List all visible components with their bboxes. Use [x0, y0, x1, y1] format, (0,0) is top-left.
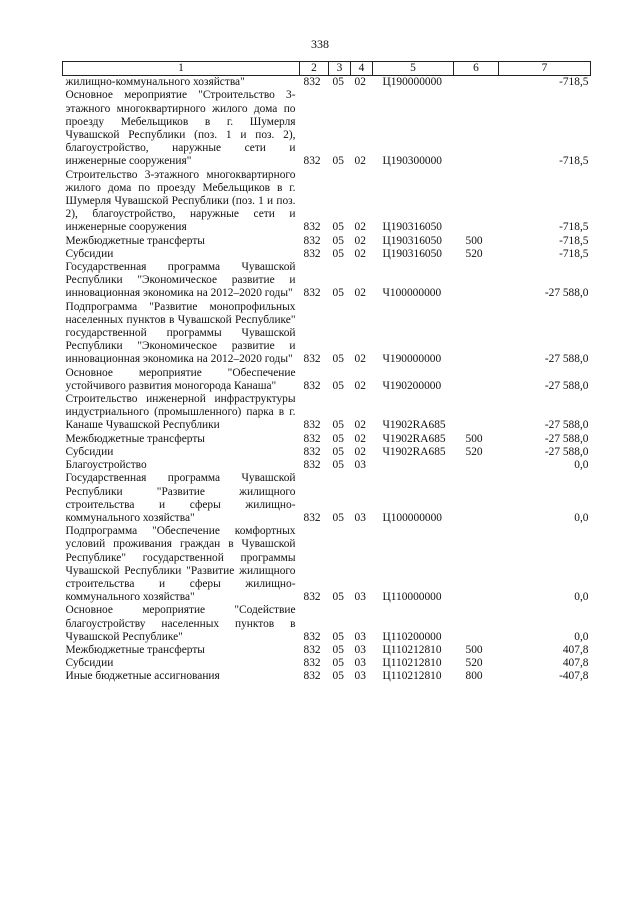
table-row [63, 367, 591, 393]
section-code-cell: 05 [332, 657, 344, 670]
expense-type-cell: 500 [465, 432, 483, 445]
ministry-code-cell: 832 [303, 234, 321, 247]
row-name-cell: Подпрограмма "Развитие монопрофильных населенных пунктов в Чувашской Республике" государственной программы Чувашской Республики "Экономическое развитие и инновационная экономика на 2012–2020 годы" [65, 300, 296, 366]
ministry-code-cell: 832 [303, 353, 321, 366]
ministry-code-cell: 832 [303, 511, 321, 524]
column-header: 1 [63, 62, 300, 76]
amount-cell: -27 588,0 [544, 419, 589, 432]
subsection-code-cell: 03 [354, 591, 366, 604]
ministry-code-cell: 832 [303, 630, 321, 643]
table-row [63, 301, 591, 367]
row-name-cell: Основное мероприятие "Содействие благоустройству населенных пунктов в Чувашской Республике" [65, 604, 296, 643]
ministry-code-cell: 832 [303, 419, 321, 432]
table-header-row [63, 62, 591, 76]
subsection-code-cell: 03 [354, 630, 366, 643]
section-code-cell: 05 [332, 155, 344, 168]
expense-type-cell [454, 393, 499, 433]
expense-type-cell: 800 [465, 670, 483, 683]
subsection-code-cell: 03 [354, 657, 366, 670]
section-code-cell: 05 [332, 432, 344, 445]
subsection-code-cell: 02 [354, 234, 366, 247]
ministry-code-cell: 832 [303, 221, 321, 234]
ministry-code-cell: 832 [303, 459, 321, 472]
target-article-cell: Ц190316050 [382, 221, 442, 234]
column-header: 3 [329, 62, 351, 76]
table-row [63, 459, 591, 472]
amount-cell: -407,8 [559, 670, 589, 683]
row-name-cell: Субсидии [65, 247, 114, 260]
target-article-cell: Ц110212810 [382, 670, 442, 683]
subsection-code-cell: 02 [354, 353, 366, 366]
expense-type-cell [454, 472, 499, 525]
row-name-cell: Иные бюджетные ассигнования [65, 670, 220, 683]
table-row [63, 525, 591, 604]
subsection-code-cell: 02 [354, 379, 366, 392]
expense-type-cell [454, 169, 499, 235]
expense-type-cell [454, 604, 499, 644]
target-article-cell: Ц190000000 [382, 76, 442, 89]
row-name-cell: Межбюджетные трансферты [65, 234, 205, 247]
subsection-code-cell: 03 [354, 643, 366, 656]
subsection-code-cell: 03 [354, 670, 366, 683]
subsection-code-cell: 02 [354, 155, 366, 168]
table-row [63, 248, 591, 261]
row-name-cell: Межбюджетные трансферты [65, 432, 205, 445]
row-name-cell: Межбюджетные трансферты [65, 643, 205, 656]
column-header: 7 [499, 62, 591, 76]
table-row [63, 393, 591, 433]
target-article-cell: Ч1902RA685 [382, 445, 446, 458]
subsection-code-cell: 02 [354, 445, 366, 458]
row-name-cell: Строительство инженерной инфраструктуры индустриального (промышленного) парка в г. Канаше Чувашской Республики [65, 393, 296, 432]
row-name-cell: жилищно-коммунального хозяйства" [65, 76, 245, 89]
target-article-cell: Ч190200000 [382, 379, 442, 392]
ministry-code-cell: 832 [303, 445, 321, 458]
section-code-cell: 05 [332, 221, 344, 234]
target-article-cell: Ц110200000 [382, 630, 442, 643]
amount-cell: 0,0 [574, 591, 589, 604]
target-article-cell: Ц190300000 [382, 155, 442, 168]
expense-type-cell: 520 [465, 657, 483, 670]
row-name-cell: Благоустройство [65, 459, 147, 472]
expense-type-cell [454, 367, 499, 393]
expense-type-cell [454, 76, 499, 90]
ministry-code-cell: 832 [303, 432, 321, 445]
column-header: 2 [300, 62, 329, 76]
target-article-cell: Ц190316050 [382, 234, 442, 247]
row-name-cell: Основное мероприятие "Строительство 3-этажного многоквартирного жилого дома по проезду Мебельщиков в г. Шумерля Чувашской Республики (поз. 1 и поз. 2), благоустройство, наружные сети и инженерные сооружения" [65, 89, 296, 168]
budget-table [62, 61, 591, 684]
expense-type-cell [454, 459, 499, 472]
row-name-cell: Субсидии [65, 657, 114, 670]
amount-cell: 0,0 [574, 630, 589, 643]
subsection-code-cell: 02 [354, 287, 366, 300]
section-code-cell: 05 [332, 287, 344, 300]
target-article-cell: Ц190316050 [382, 247, 442, 260]
section-code-cell: 05 [332, 234, 344, 247]
subsection-code-cell: 03 [354, 459, 366, 472]
ministry-code-cell: 832 [303, 670, 321, 683]
section-code-cell: 05 [332, 379, 344, 392]
column-header: 4 [351, 62, 373, 76]
amount-cell: 0,0 [574, 511, 589, 524]
section-code-cell: 05 [332, 511, 344, 524]
target-article-cell: Ч100000000 [382, 287, 442, 300]
target-article-cell: Ц110212810 [382, 657, 442, 670]
amount-cell: -27 588,0 [544, 445, 589, 458]
section-code-cell: 05 [332, 247, 344, 260]
row-name-cell: Подпрограмма "Обеспечение комфортных условий проживания граждан в Чувашской Республике" государственной программы Чувашской Республики "Развитие жилищного строительства и сферы жилищно-коммунального хозяйства" [65, 525, 296, 604]
amount-cell: -718,5 [559, 234, 589, 247]
section-code-cell: 05 [332, 643, 344, 656]
column-header: 6 [454, 62, 499, 76]
row-name-cell: Государственная программа Чувашской Республики "Экономическое развитие и инновационная экономика на 2012–2020 годы" [65, 261, 296, 300]
table-row [63, 657, 591, 670]
ministry-code-cell: 832 [303, 76, 321, 89]
subsection-code-cell: 02 [354, 221, 366, 234]
target-article-cell [373, 459, 454, 472]
target-article-cell: Ч190000000 [382, 353, 442, 366]
section-code-cell: 05 [332, 459, 344, 472]
target-article-cell: Ц110000000 [382, 591, 442, 604]
table-row [63, 169, 591, 235]
subsection-code-cell: 02 [354, 247, 366, 260]
subsection-code-cell: 02 [354, 419, 366, 432]
ministry-code-cell: 832 [303, 287, 321, 300]
amount-cell: -718,5 [559, 247, 589, 260]
expense-type-cell [454, 525, 499, 604]
expense-type-cell [454, 89, 499, 168]
table-row [63, 261, 591, 301]
target-article-cell: Ц100000000 [382, 511, 442, 524]
subsection-code-cell: 02 [354, 76, 366, 89]
amount-cell: 0,0 [574, 459, 589, 472]
section-code-cell: 05 [332, 76, 344, 89]
expense-type-cell: 520 [465, 247, 483, 260]
table-row [63, 604, 591, 644]
amount-cell: -27 588,0 [544, 432, 589, 445]
ministry-code-cell: 832 [303, 247, 321, 260]
table-row [63, 89, 591, 168]
section-code-cell: 05 [332, 670, 344, 683]
table-row [63, 472, 591, 525]
ministry-code-cell: 832 [303, 379, 321, 392]
amount-cell: 407,8 [562, 657, 589, 670]
amount-cell: -27 588,0 [544, 287, 589, 300]
amount-cell: -718,5 [559, 221, 589, 234]
table-row [63, 446, 591, 459]
page-number: 338 [311, 37, 329, 51]
target-article-cell: Ч1902RA685 [382, 432, 446, 445]
target-article-cell: Ц110212810 [382, 643, 442, 656]
table-row [63, 235, 591, 248]
subsection-code-cell: 03 [354, 511, 366, 524]
section-code-cell: 05 [332, 630, 344, 643]
table-row [63, 670, 591, 683]
ministry-code-cell: 832 [303, 643, 321, 656]
section-code-cell: 05 [332, 591, 344, 604]
ministry-code-cell: 832 [303, 155, 321, 168]
section-code-cell: 05 [332, 419, 344, 432]
section-code-cell: 05 [332, 353, 344, 366]
row-name-cell: Субсидии [65, 445, 114, 458]
expense-type-cell: 520 [465, 445, 483, 458]
section-code-cell: 05 [332, 445, 344, 458]
amount-cell: -718,5 [559, 155, 589, 168]
table-row [63, 433, 591, 446]
ministry-code-cell: 832 [303, 591, 321, 604]
ministry-code-cell: 832 [303, 657, 321, 670]
row-name-cell: Государственная программа Чувашской Республики "Развитие жилищного строительства и сферы жилищно-коммунального хозяйства" [65, 472, 296, 524]
table-row [63, 644, 591, 657]
expense-type-cell: 500 [465, 643, 483, 656]
expense-type-cell [454, 301, 499, 367]
table-row [63, 76, 591, 90]
subsection-code-cell: 02 [354, 432, 366, 445]
amount-cell: 407,8 [562, 643, 589, 656]
amount-cell: -27 588,0 [544, 353, 589, 366]
row-name-cell: Основное мероприятие "Обеспечение устойчивого развития моногорода Канаша" [65, 366, 296, 392]
expense-type-cell: 500 [465, 234, 483, 247]
row-name-cell: Строительство 3-этажного многоквартирного жилого дома по проезду Мебельщиков в г. Шумерля Чувашской Республики (поз. 1 и поз. 2), благоустройство, наружные сети и инженерные сооружения [65, 168, 296, 234]
target-article-cell: Ч1902RA685 [382, 419, 446, 432]
amount-cell: -718,5 [559, 76, 589, 89]
expense-type-cell [454, 261, 499, 301]
amount-cell: -27 588,0 [544, 379, 589, 392]
column-header: 5 [373, 62, 454, 76]
